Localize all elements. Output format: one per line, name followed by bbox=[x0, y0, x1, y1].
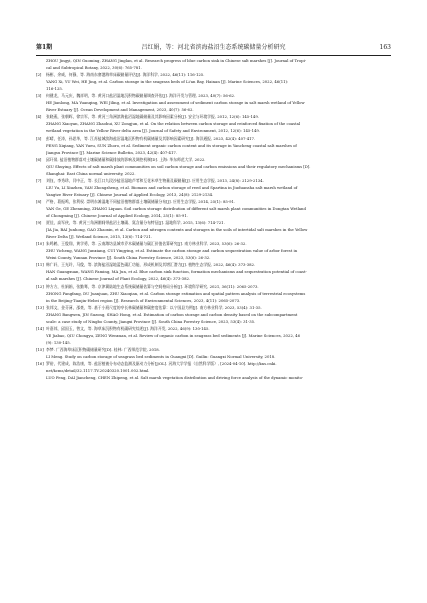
reference-line: 刘钰，李秀珍，闫中正，等. 长江口九段沙盐沼湿地芦苇和互花米草生物量及碳储量[J]. 应用生态学报, 2013, 24(8): 2129-2134. bbox=[46, 177, 264, 183]
reference-line: QIU Shuying. Effects of salt marsh plant communities on soil carbon storage and carbon emissions and their regulatory mechanisms [D]. bbox=[46, 163, 311, 169]
reference-number: [4] bbox=[36, 114, 42, 120]
reference-item bbox=[36, 177, 391, 198]
reference-line: cal and Subtropical Botany, 2022, 30(6): 765-781. bbox=[46, 65, 142, 71]
reference-number: [9] bbox=[36, 220, 42, 226]
reference-line: LIU Yu, LI Xiuzhen, YAN Zhongzheng, et al. Biomass and carbon storage of reed and Spartina in Jiuduansha salt marsh wetland of bbox=[46, 184, 298, 190]
reference-item bbox=[36, 92, 391, 113]
running-header bbox=[36, 42, 391, 54]
reference-item bbox=[36, 219, 391, 240]
reference-line: ZHU Yicheng, WANG Junxiang, CUI Yingying, et al. Estimate the carbon storage and carbon sequestration value of arbor forest in bbox=[46, 248, 298, 254]
reference-number: [10] bbox=[36, 241, 44, 247]
reference-line: HE Jianlong, MA Yuanqing, WEI Jiling, et al. Investigation and assessment of sediment carbon storage in salt marsh wetland of Yellow bbox=[46, 100, 305, 106]
reference-item bbox=[36, 325, 391, 346]
reference-line: 张晓燕，张朝晖，徐宗军，等. 黄河三角洲滨海盐沼湿地碳储量及其影响因素分析[J]. 安全与环境学报, 2012, 12(6): 145-149. bbox=[46, 114, 259, 120]
reference-number: [5] bbox=[36, 135, 42, 141]
reference-line: al salt marshes [J]. Chinese Journal of Plant Ecology, 2022, 46(4): 373-382. bbox=[46, 276, 191, 282]
reference-line: YANG Xi, YU Wei, HE Jing, et al. Carbon storage in the seagrass beds of Li'an Bay, Hainan [J]. Marine Sciences, 2022, 46(11): bbox=[46, 79, 289, 85]
reference-line: 严格，葛振鸣，张利权. 崇明东滩湿地不同盐沼植物群落土壤碳储量分布[J]. 应用生态学报, 2014, 25(1): 85-91. bbox=[46, 198, 236, 204]
reference-number: [15] bbox=[36, 346, 44, 352]
issue-number: 第1期 bbox=[36, 44, 53, 51]
reference-line: Yangtze River Estuary [J]. Chinese Journal of Applied Ecology, 2013, 24(8): 2129-2134. bbox=[46, 191, 214, 197]
reference-item bbox=[36, 261, 391, 282]
reference-number: [7] bbox=[36, 177, 42, 183]
reference-line: 张邦文，金芬薄，邵豪，等. 基于小班尺度的亭长林碳储量和碳密度估算：以宁国县为例[J]. 南方林业科学, 2023, 53(4): 31-35. bbox=[46, 304, 262, 310]
reference-line: 彭晴，任涛，孙思华，等. 江苏盐城滨海盐沼湿地沉积物有机碳储量及其影响因素研究[J]. 海洋通报, 2023, 42(4): 407-417. bbox=[46, 135, 256, 141]
reference-line: ZHANG Xiaoyan, ZHANG Zhaohui, XU Zongjun, et al. On the relation between carbon storage and reinforced fixation of the coastal bbox=[46, 121, 301, 127]
reference-line: ZHANG Bangwen, JIN Suzong, SHAO Hong, et al. Estimation of carbon storage and carbon density based on the subcompartment bbox=[46, 311, 298, 317]
reference-line: YAN Ge, GE Zhenming, ZHANG Liquan. Soil carbon storage distribution of different salt marsh plant communities in Dongtan Wetland bbox=[46, 205, 306, 211]
reference-number: [8] bbox=[36, 198, 42, 204]
reference-line: 116-125. bbox=[46, 86, 63, 92]
reference-line: River Estuary [J]. Ocean Development and Management, 2023, 40(7): 56-62. bbox=[46, 107, 194, 113]
reference-line: 韩广轩，王光玲，马俊，等. 滨海盐沼湿地蓝色碳汇功能、形成机制及其增汇潜力[J]. 植物生态学报, 2022, 46(4): 373-382. bbox=[46, 262, 256, 268]
reference-line: Shanghai: East China normal university, 2022. bbox=[46, 170, 136, 176]
reference-line: HAN Guangxuan, WANG Faming, MA Jun, et al. Blue carbon sink function, formation mechanisms and sequestration potential of coast- bbox=[46, 269, 307, 275]
reference-item bbox=[36, 71, 391, 92]
reference-item bbox=[36, 304, 391, 325]
reference-line: 何健龙，马元庆，魏祥明，等. 黄河口盐沼湿地沉积物碳储量调查评估[J]. 海洋开发与管理, 2023, 40(7): 56-62. bbox=[46, 93, 236, 99]
reference-number: [11] bbox=[36, 262, 44, 268]
reference-line: of Chongming [J]. Chinese Journal of Applied Ecology, 2014, 25(1): 85-91. bbox=[46, 213, 188, 219]
reference-line: net/kcms/detail/32.1117.TV.20240320.1001.002.html. bbox=[46, 368, 150, 374]
reference-line: wetland vegetation in the Yellow River delta area [J]. Journal of Safety and Environment, 2012, 12(6): 145-149. bbox=[46, 128, 261, 134]
reference-number: [6] bbox=[36, 156, 42, 162]
reference-item bbox=[36, 360, 391, 381]
reference-number: [12] bbox=[36, 283, 44, 289]
reference-line: in the Beijing-Tianjin-Hebei region [J]. Research of Environmental Sciences, 2023, 4(11): 2065-2073. bbox=[46, 297, 241, 303]
reference-number: [2] bbox=[36, 72, 42, 78]
reference-line: YE Jiabao, QIU Chongyu, ZENG Wenxuan, et al. Review of organic carbon in seagrass bed sediments [J]. Marine Sciences, 2022, 46 bbox=[46, 332, 301, 338]
reference-line: ZHOU Jingyi, QIN Guoming, ZHANG Jinglan, et al. Research progress of blue carbon sink in Chinese salt marshes [J]. Journal of Tropi- bbox=[46, 58, 307, 63]
reference-line: PENG Xiqiang, YAN Yueu, SUN Zhoro, et al. Sediment organic carbon content and its storage in Yancheng coastal salt marshes of bbox=[46, 142, 297, 148]
reference-line: scale: a case study of Ningbo County, Jiangxi Province [J]. South China Forestry Science, 2023, 53(4): 31-35. bbox=[46, 318, 256, 324]
reference-line: 贾佳，高军侠，等. 黄河三角洲潮间带盐沼土壤碳、氮含量分布特征[J]. 湿地科学, 2015, 13(6): 714-721. bbox=[46, 220, 225, 226]
reference-number: [3] bbox=[36, 93, 42, 99]
header-rule bbox=[36, 55, 391, 56]
reference-line: Weixi County, Yunnan Province [J]. South China Forestry Science, 2023, 53(6): 26-32. bbox=[46, 255, 211, 261]
reference-item bbox=[36, 57, 391, 71]
reference-item bbox=[36, 283, 391, 304]
reference-line: 钟方方，杜娟娟，张勤骞，等. 京津冀陆地生态系统碳储量估算与空间格局分析[J]. 环境科学研究, 2021, 36(11): 2065-2073. bbox=[46, 283, 259, 289]
reference-list bbox=[36, 57, 391, 381]
reference-item bbox=[36, 135, 391, 156]
reference-line: 杨彬，余威，何静，等. 海南东寨港海草床碳储量评估[J]. 海洋科学, 2022, 46(11): 116-125. bbox=[46, 72, 205, 78]
reference-line: 叶嘉邦，邱国玉，曾文，等. 海草床沉积物有机碳研究综述[J]. 海洋开发, 2022, 46(9): 130-145. bbox=[46, 325, 210, 331]
reference-number: [13] bbox=[36, 304, 44, 310]
reference-line: 李梦. 广西海草床沉积物碳储量研究[D]. 桂林: 广西师范学院, 2018. bbox=[46, 346, 160, 352]
reference-item bbox=[36, 156, 391, 177]
reference-number: [16] bbox=[36, 361, 44, 367]
reference-item bbox=[36, 240, 391, 261]
reference-item bbox=[36, 198, 391, 219]
reference-line: (9): 130-145. bbox=[46, 339, 71, 345]
reference-line: 朱鸣鹤，王俊翔，黄学勇，等. 云南潍坊县城市乔木碳储量与碳汇价值估算研究[J]. 南方林业科学, 2023, 53(6): 26-32. bbox=[46, 241, 247, 247]
reference-item bbox=[36, 346, 391, 360]
reference-line: River Delta [J]. Wetland Science, 2015, 13(6): 714-721. bbox=[46, 234, 152, 240]
reference-line: ZHONG Fangfang, DU Juanjuan, ZHU Xiaoqian, et al. Carbon storage estimation and spatial pattern analysis of terrestrial ecosystems bbox=[46, 290, 306, 296]
reference-line: Jiangsu Province [J]. Marine Science Bulletin, 2023, 42(4): 407-417. bbox=[46, 149, 177, 155]
page-number: 163 bbox=[379, 44, 391, 51]
running-title: 吕红娟，等：河北省滨海盐沼生态系统碳储量分析研究 bbox=[141, 44, 286, 51]
reference-number: [14] bbox=[36, 325, 44, 331]
reference-line: JIA Jia, BAI Junhong, GAO Zhaoxin, et al. Carbon and nitrogen contents and storages in the soils of intertidal salt marshes in the Yellow bbox=[46, 227, 308, 233]
reference-line: 罗裕，代建成，陈浩康，等. 盐沼植被分布动态监测及驱动力分析[J/OL]. 河海大学学报（自然科学版）, [2024-04-10]. http://kns.cnki. bbox=[46, 361, 277, 367]
reference-line: LUO Feng, DAI Jiancheng, CHEN Zhipeng, et al. Salt marsh vegetation distribution and driving force analysis of the dynamic monito- bbox=[46, 375, 304, 381]
reference-line: 邱玕晟. 盐沼植物群落对土壤碳储量和碳排放的影响及调控机制[D]. 上海: 华东师范大学, 2022. bbox=[46, 156, 206, 162]
reference-item bbox=[36, 113, 391, 134]
reference-line: LI Meng. Study on carbon storage of seagrass bed sediments in Guangxi [D]. Guilin: Guangxi Normal University, 2018. bbox=[46, 353, 276, 359]
